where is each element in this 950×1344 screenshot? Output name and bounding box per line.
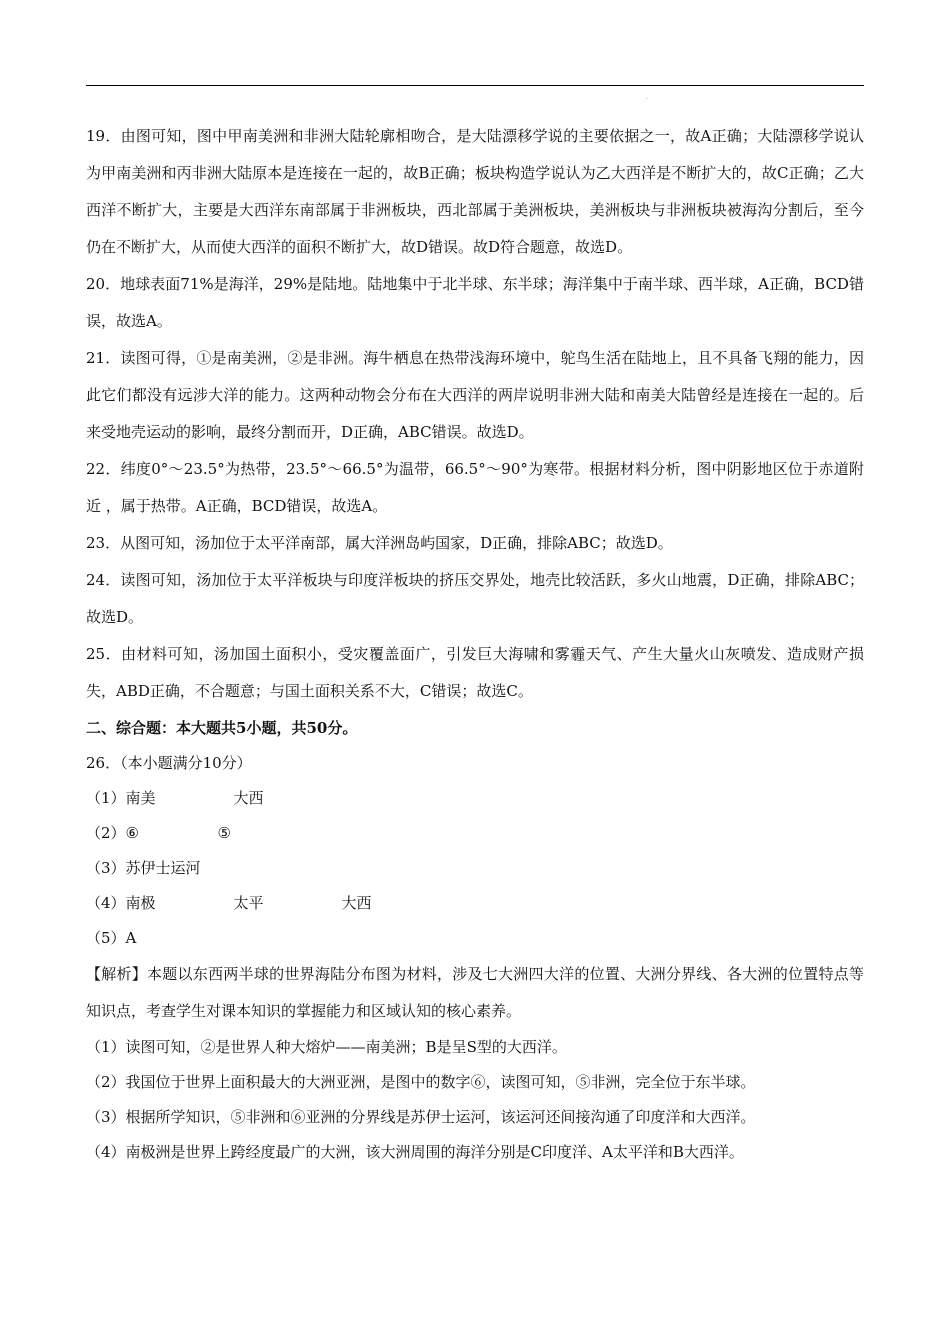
header-dot: . — [646, 94, 648, 101]
document-body — [86, 118, 864, 1170]
q26-explanation-4: （4）南极洲是世界上跨经度最广的大洲，该大洲周围的海洋分别是C印度洋、A太平洋和B大西洋。 — [86, 1143, 744, 1161]
q26-answer-5 — [86, 921, 864, 956]
answer-value: 南美 — [125, 789, 156, 807]
q26-title: 26．（本小题满分10分） — [86, 754, 252, 772]
q26-explanation-2: （2）我国位于世界上面积最大的大洲亚洲，是图中的数字⑥，读图可知，⑤非洲，完全位于东半球。 — [86, 1073, 756, 1091]
answer-value: 南极 — [125, 894, 156, 912]
answer-prefix: （2） — [86, 824, 126, 842]
q26-explanation-3: （3）根据所学知识，⑤非洲和⑥亚洲的分界线是苏伊士运河，该运河还间接沟通了印度洋和大西洋。 — [86, 1108, 756, 1126]
q26-answer-2 — [86, 816, 864, 851]
answer-24: 24．读图可知，汤加位于太平洋板块与印度洋板块的挤压交界处，地壳比较活跃，多火山地震，D正确，排除ABC；故选D。 — [86, 571, 864, 626]
q26-answer-4 — [86, 886, 864, 921]
answer-value: 大西 — [341, 894, 372, 912]
answer-prefix: （4） — [86, 894, 126, 912]
header-rule — [86, 85, 864, 86]
q26-explanation-1: （1）读图可知，②是世界人种大熔炉——南美洲；B是呈S型的大西洋。 — [86, 1038, 567, 1056]
answer-22: 22．纬度0°～23.5°为热带，23.5°～66.5°为温带，66.5°～90°为寒带。根据材料分析，图中阴影地区位于赤道附近 ，属于热带。A正确，BCD错误，故选A。 — [86, 460, 864, 515]
answer-25: 25．由材料可知，汤加国土面积小，受灾覆盖面广，引发巨大海啸和雾霾天气、产生大量火山灰喷发、造成财产损失，ABD正确，不合题意；与国土面积关系不大，C错误；故选C。 — [86, 645, 864, 700]
section-heading: 二、综合题：本大题共5小题，共50分。 — [86, 719, 358, 737]
answer-23: 23．从图可知，汤加位于太平洋南部，属大洋洲岛屿国家，D正确，排除ABC；故选D。 — [86, 534, 673, 552]
answer-prefix: （3） — [86, 859, 126, 877]
answer-19: 19．由图可知，图中甲南美洲和非洲大陆轮廓相吻合，是大陆漂移学说的主要依据之一，故A正确；大陆漂移学说认为甲南美洲和丙非洲大陆原本是连接在一起的，故B正确；板块构造学说认为乙大西洋是不断扩大的，故C正确；乙大西洋不断扩大，主要是大西洋东南部属于非洲板块，西北部属于美洲板块，美洲板块与非洲板块被海沟分割后，至今仍在不断扩大，从而使大西洋的面积不断扩大，故D错误。故D符合题意，故选D。 — [86, 127, 864, 256]
answer-prefix: （1） — [86, 789, 126, 807]
answer-prefix: （5） — [86, 929, 126, 947]
q26-answer-1 — [86, 781, 864, 816]
answer-value: A — [125, 929, 137, 947]
answer-value: ⑥ — [125, 824, 139, 842]
answer-value: 太平 — [233, 894, 264, 912]
q26-answer-3 — [86, 851, 864, 886]
answer-21: 21．读图可得，①是南美洲，②是非洲。海牛栖息在热带浅海环境中，鸵鸟生活在陆地上，且不具备飞翔的能力，因此它们都没有远涉大洋的能力。这两种动物会分布在大西洋的两岸说明非洲大陆和南美大陆曾经是连接在一起的。后来受地壳运动的影响，最终分割而开，D正确，ABC错误。故选D。 — [86, 349, 864, 441]
q26-analysis: 【解析】本题以东西两半球的世界海陆分布图为材料，涉及七大洲四大洋的位置、大洲分界线、各大洲的位置特点等知识点，考查学生对课本知识的掌握能力和区域认知的核心素养。 — [86, 965, 864, 1020]
answer-value: ⑤ — [217, 824, 231, 842]
answer-value: 大西 — [233, 789, 264, 807]
answer-20: 20．地球表面71%是海洋，29%是陆地。陆地集中于北半球、东半球；海洋集中于南半球、西半球，A正确，BCD错误，故选A。 — [86, 275, 864, 330]
answer-value: 苏伊士运河 — [125, 859, 201, 877]
